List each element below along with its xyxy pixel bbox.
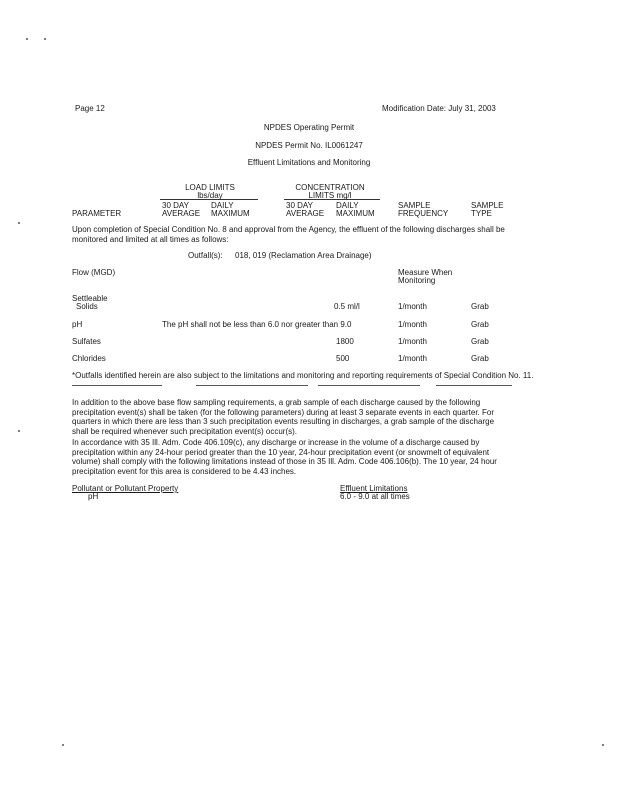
load-limits-rule	[160, 199, 258, 200]
precipitation-paragraph: In addition to the above base flow sampling requirements, a grab sample of each discharge caused by the following precipitation event(s) shall be taken (for the following parameters) during at least 3 separate events in each quarter. For quarters in which there are less than 3 such precipitation events resulting in discharges, a grab sample of the discharge shall be required whenever such precipitation event(s) occur(s).	[72, 398, 495, 436]
scan-speck	[44, 38, 46, 40]
col-header-30day-conc: 30 DAY	[286, 201, 313, 210]
col-header-average-load: AVERAGE	[162, 209, 201, 218]
concentration-heading: CONCENTRATION	[295, 183, 365, 192]
row-sulfates-value: 1800	[336, 337, 354, 346]
row-ph-frequency: 1/month	[398, 320, 427, 329]
row-chlorides-parameter: Chlorides	[72, 354, 106, 363]
scan-speck	[18, 222, 20, 224]
col-header-daily-load: DAILY	[211, 201, 234, 210]
col-header-average-conc: AVERAGE	[286, 209, 325, 218]
row-ph-limit: The pH shall not be less than 6.0 nor greater than 9.0	[162, 320, 352, 329]
col-header-parameter: PARAMETER	[72, 209, 122, 218]
col-header-sample-2: SAMPLE	[471, 201, 504, 210]
effluent-value: 6.0 - 9.0 at all times	[340, 492, 410, 501]
page-number: Page 12	[75, 104, 105, 113]
footnote: *Outfalls identified herein are also subject to the limitations and monitoring and reporting requirements of Special Condition No. 11.	[72, 371, 534, 380]
row-ph-parameter: pH	[72, 320, 83, 329]
row-flow-frequency-2: Monitoring	[398, 276, 436, 285]
col-header-type: TYPE	[471, 209, 492, 218]
scan-speck	[18, 430, 20, 432]
row-solids-parameter-2: Solids	[76, 302, 98, 311]
row-solids-value: 0.5 ml/l	[334, 302, 360, 311]
row-chlorides-frequency: 1/month	[398, 354, 427, 363]
row-solids-type: Grab	[471, 302, 489, 311]
concentration-rule	[284, 199, 380, 200]
section-subtitle: Effluent Limitations and Monitoring	[247, 158, 371, 167]
concentration-units: LIMITS mg/l	[308, 191, 352, 200]
row-flow-parameter: Flow (MGD)	[72, 268, 116, 277]
row-ph-type: Grab	[471, 320, 489, 329]
row-chlorides-type: Grab	[471, 354, 489, 363]
scan-speck	[602, 744, 604, 746]
load-units: lbs/day	[197, 191, 223, 200]
col-header-daily-conc: DAILY	[336, 201, 359, 210]
col-header-frequency: FREQUENCY	[398, 209, 449, 218]
pollutant-heading: Pollutant or Pollutant Property	[72, 484, 179, 493]
effluent-heading: Effluent Limitations	[340, 484, 408, 493]
scan-speck	[26, 38, 28, 40]
row-sulfates-parameter: Sulfates	[72, 337, 101, 346]
col-header-maximum-conc: MAXIMUM	[336, 209, 375, 218]
outfall-label: Outfall(s):	[188, 251, 223, 260]
row-sulfates-type: Grab	[471, 337, 489, 346]
scan-speck	[62, 744, 64, 746]
pollutant-value: pH	[88, 492, 99, 501]
modification-date: Modification Date: July 31, 2003	[382, 104, 496, 113]
load-limits-heading: LOAD LIMITS	[185, 183, 235, 192]
permit-number: NPDES Permit No. IL0061247	[255, 141, 363, 150]
row-sulfates-frequency: 1/month	[398, 337, 427, 346]
row-solids-parameter: Settleable	[72, 294, 108, 303]
permit-title: NPDES Operating Permit	[263, 123, 355, 132]
separator-segment-1	[72, 385, 162, 386]
separator-segment-3	[318, 385, 420, 386]
intro-paragraph: Upon completion of Special Condition No. 8 and approval from the Agency, the effluent of the following discharges shall be monitored and limited at all times as follows:	[72, 225, 505, 244]
col-header-maximum-load: MAXIMUM	[211, 209, 250, 218]
row-flow-frequency: Measure When	[398, 268, 453, 277]
outfall-value: 018, 019 (Reclamation Area Drainage)	[235, 251, 372, 260]
row-chlorides-value: 500	[336, 354, 350, 363]
col-header-30day-load: 30 DAY	[162, 201, 189, 210]
row-solids-frequency: 1/month	[398, 302, 427, 311]
separator-segment-4	[436, 385, 512, 386]
separator-segment-2	[196, 385, 308, 386]
col-header-sample: SAMPLE	[398, 201, 431, 210]
accordance-paragraph: In accordance with 35 Ill. Adm. Code 406.109(c), any discharge or increase in the volume of a discharge caused by precipitation within any 24-hour period greater than the 10 year, 24-hour precipitation event (or snowmelt of equivalent volume) shall comply with the following limitations instead of those in 35 Ill. Adm. Code 406.106(b). The 10 year, 24 hour precipitation event for this area is considered to be 4.43 inches.	[72, 438, 497, 476]
